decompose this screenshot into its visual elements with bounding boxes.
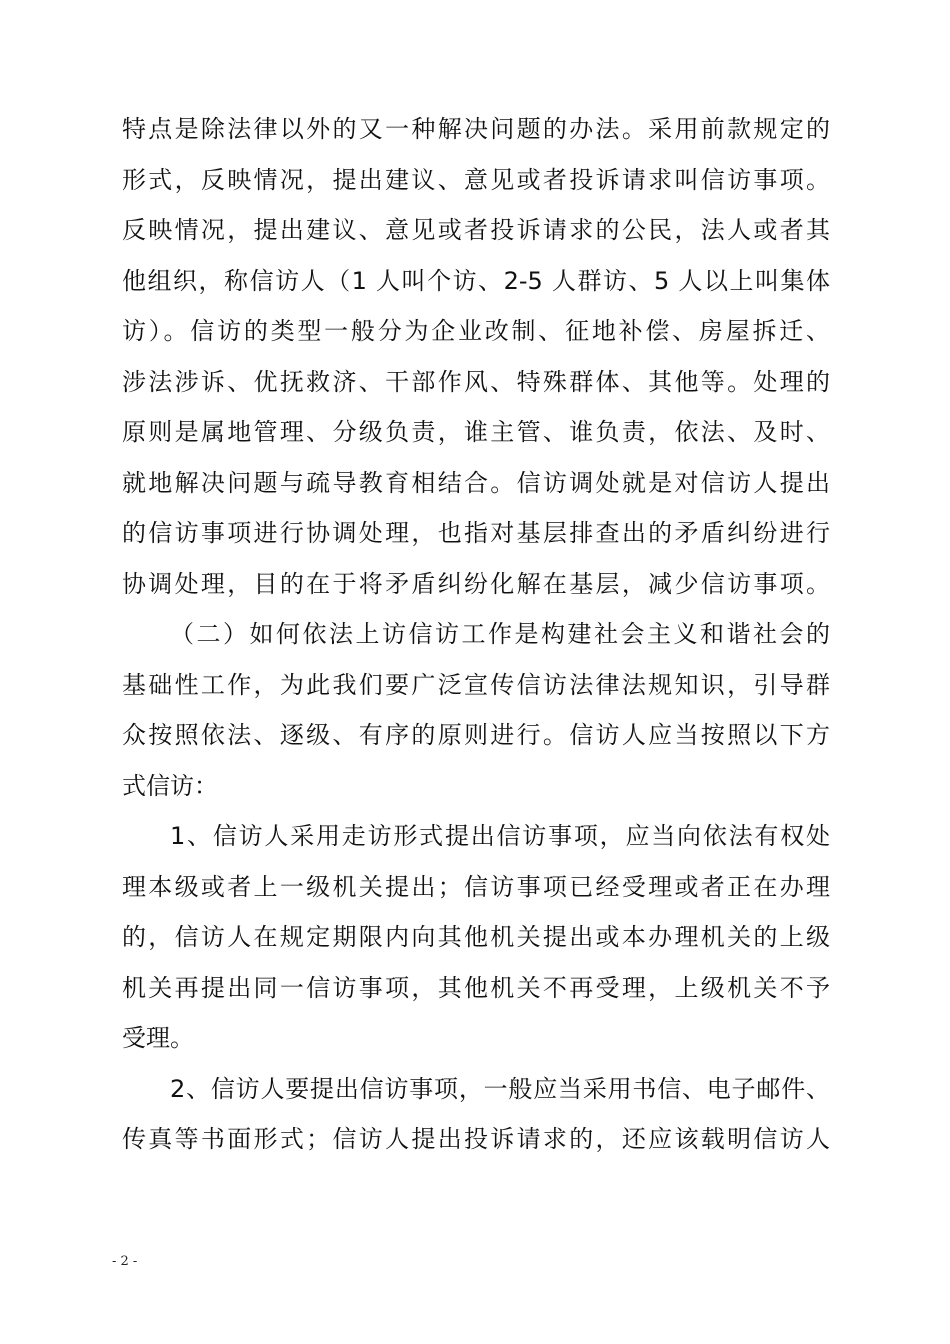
text-line: 协调处理，目的在于将矛盾纠纷化解在基层，减少信访事项。 xyxy=(122,569,830,598)
text-line: 的信访事项进行协调处理，也指对基层排查出的矛盾纠纷进行 xyxy=(122,519,830,547)
text-line: 理本级或者上一级机关提出；信访事项已经受理或者正在办理 xyxy=(122,872,830,901)
page-number: - 2 - xyxy=(112,1254,138,1269)
body-text xyxy=(122,104,830,1165)
text-line: 众按照依法、逐级、有序的原则进行。信访人应当按照以下方 xyxy=(122,721,830,749)
text-line: 2、信访人要提出信访事项，一般应当采用书信、电子邮件、 xyxy=(170,1074,830,1103)
text-line: 他组织，称信访人（1 人叫个访、2-5 人群访、5 人以上叫集体 xyxy=(122,266,830,295)
text-line: 1、信访人采用走访形式提出信访事项，应当向依法有权处 xyxy=(170,822,830,850)
text-line: 机关再提出同一信访事项，其他机关不再受理，上级机关不予 xyxy=(122,973,830,1002)
text-line: （二）如何依法上访信访工作是构建社会主义和谐社会的 xyxy=(170,620,830,648)
text-line: 原则是属地管理、分级负责，谁主管、谁负责，依法、及时、 xyxy=(122,418,830,446)
text-line: 反映情况，提出建议、意见或者投诉请求的公民，法人或者其 xyxy=(122,216,830,244)
text-line: 基础性工作，为此我们要广泛宣传信访法律法规知识，引导群 xyxy=(122,670,830,699)
text-line: 的，信访人在规定期限内向其他机关提出或本办理机关的上级 xyxy=(122,923,830,951)
text-line: 形式，反映情况，提出建议、意见或者投诉请求叫信访事项。 xyxy=(122,165,830,194)
text-line: 就地解决问题与疏导教育相结合。信访调处就是对信访人提出 xyxy=(122,468,830,497)
text-line: 式信访： xyxy=(122,771,218,800)
text-line: 访）。信访的类型一般分为企业改制、征地补偿、房屋拆迁、 xyxy=(122,317,830,345)
text-line: 受理。 xyxy=(122,1024,194,1052)
text-line: 特点是除法律以外的又一种解决问题的办法。采用前款规定的 xyxy=(122,115,830,143)
text-line: 传真等书面形式；信访人提出投诉请求的，还应该载明信访人 xyxy=(122,1125,830,1153)
text-line: 涉法涉诉、优抚救济、干部作风、特殊群体、其他等。处理的 xyxy=(122,367,830,396)
